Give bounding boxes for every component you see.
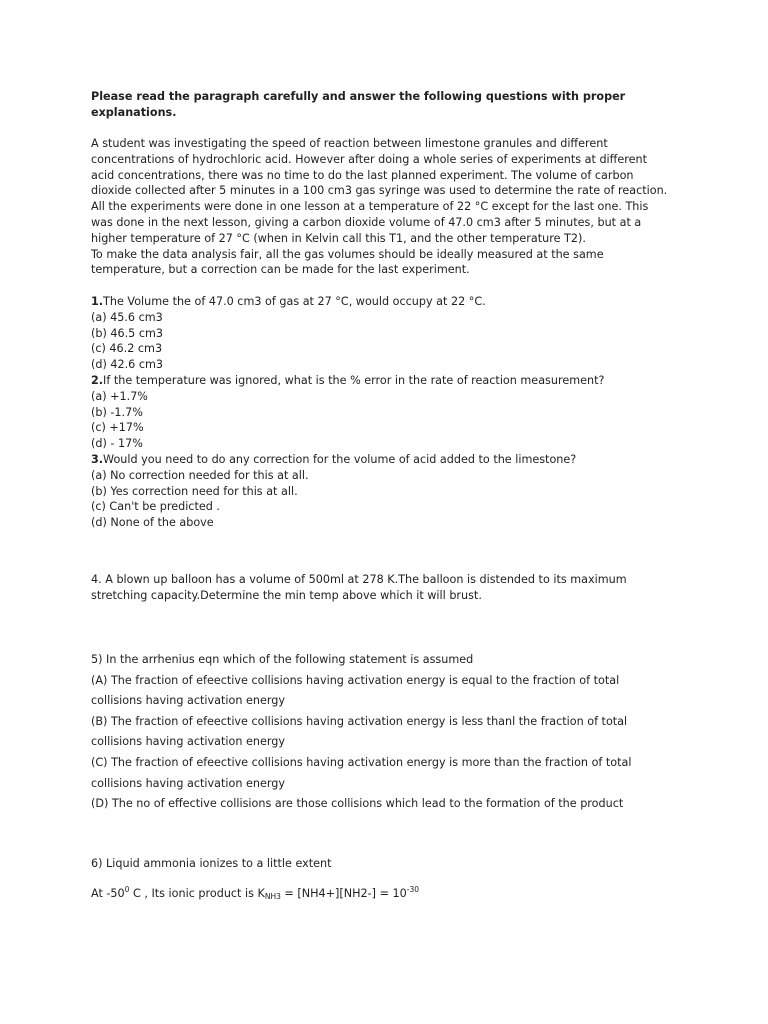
question-6-intro: [91, 856, 731, 872]
eq-text: C , Its ionic product is K: [129, 887, 265, 900]
question-number: 2.: [91, 373, 104, 387]
q6-line: 6) Liquid ammonia ionizes to a little extent: [91, 857, 332, 870]
eq-superscript: 0: [124, 885, 130, 894]
passage-line: dioxide collected after 5 minutes in a 100 cm3 gas syringe was used to determine the rate of reaction.: [91, 184, 668, 198]
question-number: 3.: [91, 452, 104, 466]
passage-line: A student was investigating the speed of reaction between limestone granules and different: [91, 137, 608, 150]
q5-line: collisions having activation energy: [91, 735, 285, 749]
questions-1-3: [91, 294, 731, 531]
question-text: Would you need to do any correction for the volume of acid added to the limestone?: [103, 452, 577, 466]
question-4: [91, 572, 731, 604]
passage-line: was done in the next lesson, giving a carbon dioxide volume of 47.0 cm3 after 5 minutes, but at a: [91, 215, 642, 229]
eq-subscript: NH3: [264, 892, 281, 901]
instructions-line: explanations.: [91, 105, 177, 119]
passage-line: To make the data analysis fair, all the gas volumes should be ideally measured at the same: [91, 247, 604, 261]
passage-line: concentrations of hydrochloric acid. However after doing a whole series of experiments at different: [91, 152, 647, 166]
passage-line: All the experiments were done in one lesson at a temperature of 22 °C except for the last one. This: [91, 200, 649, 214]
option: (d) 42.6 cm3: [91, 358, 164, 372]
passage-line: temperature, but a correction can be made for the last experiment.: [91, 263, 470, 277]
question-1: [91, 294, 731, 310]
question-6-equation: [91, 886, 731, 902]
option: (c) 46.2 cm3: [91, 342, 163, 356]
q4-line: stretching capacity.Determine the min temp above which it will brust.: [91, 588, 482, 602]
passage-line: higher temperature of 27 °C (when in Kelvin call this T1, and the other temperature T2).: [91, 231, 586, 245]
passage-paragraph: [91, 136, 731, 278]
option: (d) None of the above: [91, 516, 214, 530]
option: (c) Can't be predicted .: [91, 500, 220, 514]
ionic-product-equation: [91, 886, 731, 902]
q5-line: collisions having activation energy: [91, 776, 285, 790]
question-2: [91, 373, 731, 389]
passage-line: acid concentrations, there was no time to do the last planned experiment. The volume of carbon: [91, 168, 634, 182]
eq-text: At -50: [91, 887, 125, 900]
q4-line: 4. A blown up balloon has a volume of 500ml at 278 K.The balloon is distended to its maximum: [91, 573, 627, 586]
q5-line: (D) The no of effective collisions are those collisions which lead to the formation of the product: [91, 797, 624, 811]
question-number: 1.: [91, 295, 104, 308]
option: (c) +17%: [91, 421, 144, 435]
option: (b) -1.7%: [91, 405, 143, 419]
instructions-line: Please read the paragraph carefully and answer the following questions with proper: [91, 90, 626, 103]
option: (a) 45.6 cm3: [91, 310, 163, 324]
instructions-heading: [91, 89, 731, 121]
option: (d) - 17%: [91, 437, 143, 451]
question-text: The Volume the of 47.0 cm3 of gas at 27 °C, would occupy at 22 °C.: [103, 295, 486, 308]
option: (b) Yes correction need for this at all.: [91, 484, 298, 498]
question-3: [91, 452, 731, 468]
question-text: If the temperature was ignored, what is the % error in the rate of reaction measurement?: [103, 373, 605, 387]
eq-superscript: -30: [406, 885, 420, 894]
option: (a) No correction needed for this at all.: [91, 468, 309, 482]
q5-line: (A) The fraction of efeective collisions having activation energy is equal to the fraction of total: [91, 673, 620, 687]
q5-line: (B) The fraction of efeective collisions having activation energy is less thanl the fraction of total: [91, 714, 628, 728]
option: (b) 46.5 cm3: [91, 326, 164, 340]
q5-line: collisions having activation energy: [91, 694, 285, 708]
eq-text: = [NH4+][NH2-] = 10: [280, 887, 407, 900]
option: (a) +1.7%: [91, 389, 148, 403]
question-5: [91, 650, 731, 815]
q5-line: 5) In the arrhenius eqn which of the following statement is assumed: [91, 653, 474, 666]
q5-line: (C) The fraction of efeective collisions having activation energy is more than the fraction of total: [91, 755, 632, 769]
